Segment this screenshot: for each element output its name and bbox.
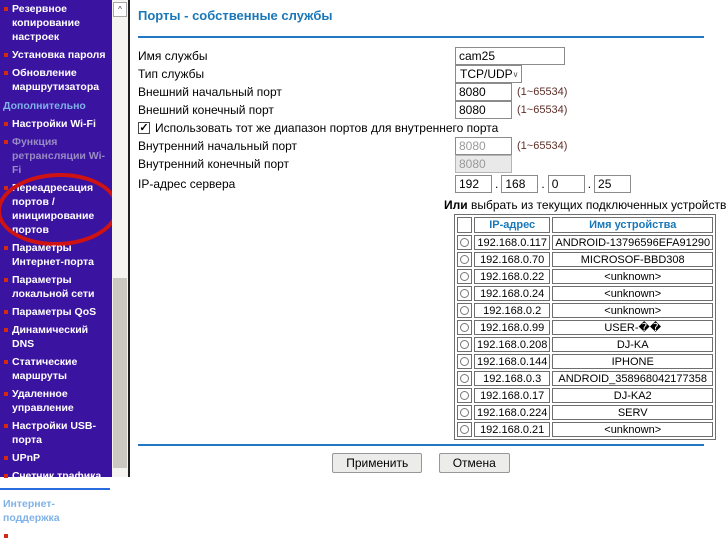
device-ip: 192.168.0.208 bbox=[474, 337, 550, 352]
ext-start-port-input[interactable] bbox=[455, 83, 512, 101]
ext-end-port-hint: (1~65534) bbox=[517, 104, 568, 116]
caption-rest: выбрать из текущих подключенных устройств bbox=[467, 198, 726, 212]
sidebar-item-upnp[interactable]: UPnP bbox=[0, 450, 112, 466]
int-end-port-input bbox=[455, 155, 512, 173]
device-row bbox=[457, 303, 713, 318]
ext-end-port-label: Внешний конечный порт bbox=[138, 103, 274, 117]
apply-button[interactable]: Применить bbox=[332, 453, 422, 473]
device-ip: 192.168.0.99 bbox=[474, 320, 550, 335]
device-table-caption bbox=[444, 198, 726, 212]
service-name-label: Имя службы bbox=[138, 49, 208, 63]
device-name: <unknown> bbox=[552, 286, 713, 301]
device-rows bbox=[457, 235, 713, 437]
cancel-button[interactable]: Отмена bbox=[439, 453, 510, 473]
server-ip-octet-3[interactable] bbox=[548, 175, 585, 193]
device-ip: 192.168.0.2 bbox=[474, 303, 550, 318]
ip-dot: . bbox=[587, 177, 592, 191]
sidebar-item-qos-settings[interactable]: Параметры QoS bbox=[0, 304, 112, 320]
bullet-icon bbox=[4, 122, 8, 126]
red-circle-annotation bbox=[0, 171, 120, 248]
device-row bbox=[457, 286, 713, 301]
bullet-icon bbox=[4, 456, 8, 460]
device-ip: 192.168.0.224 bbox=[474, 405, 550, 420]
bottom-divider bbox=[138, 444, 704, 446]
sidebar-item-internet-port[interactable]: Параметры Интернет-порта bbox=[0, 240, 112, 270]
device-ip: 192.168.0.24 bbox=[474, 286, 550, 301]
device-row bbox=[457, 405, 713, 420]
sidebar-item-backup-settings[interactable]: Резервное копирование настроек bbox=[0, 1, 112, 45]
int-start-port-input[interactable] bbox=[455, 137, 512, 155]
device-name: DJ-KA bbox=[552, 337, 713, 352]
device-row bbox=[457, 252, 713, 267]
ext-start-port-hint: (1~65534) bbox=[517, 86, 568, 98]
same-range-label: Использовать тот же диапазон портов для внутреннего порта bbox=[155, 121, 499, 135]
sidebar-item-static-routes[interactable]: Статические маршруты bbox=[0, 354, 112, 384]
device-select-radio[interactable] bbox=[460, 408, 469, 417]
sidebar-item-knowledge-base[interactable]: База знаний bbox=[0, 528, 112, 544]
device-select-radio[interactable] bbox=[460, 425, 469, 434]
radio-column-header bbox=[457, 217, 472, 233]
title-divider bbox=[138, 36, 704, 38]
sidebar-item-wifi-repeater[interactable]: Функция ретрансляции Wi-Fi bbox=[0, 134, 112, 178]
device-select-radio[interactable] bbox=[460, 272, 469, 281]
same-range-checkbox[interactable]: ✓ bbox=[139, 122, 149, 134]
device-ip: 192.168.0.144 bbox=[474, 354, 550, 369]
main-content bbox=[128, 0, 726, 477]
service-form bbox=[138, 47, 708, 195]
device-name: USER-�� bbox=[552, 320, 713, 335]
device-ip: 192.168.0.21 bbox=[474, 422, 550, 437]
scrollbar-thumb[interactable] bbox=[113, 278, 127, 468]
bullet-icon bbox=[4, 7, 8, 11]
device-name: <unknown> bbox=[552, 269, 713, 284]
sidebar-item-wifi-settings[interactable]: Настройки Wi-Fi bbox=[0, 116, 112, 132]
server-ip-octet-4[interactable] bbox=[594, 175, 631, 193]
service-type-label: Тип службы bbox=[138, 67, 205, 81]
device-select-radio[interactable] bbox=[460, 357, 469, 366]
ext-start-port-label: Внешний начальный порт bbox=[138, 85, 282, 99]
device-select-radio[interactable] bbox=[460, 255, 469, 264]
device-ip: 192.168.0.17 bbox=[474, 388, 550, 403]
sidebar-scrollbar[interactable] bbox=[112, 0, 128, 477]
sidebar-item-dynamic-dns[interactable]: Динамический DNS bbox=[0, 322, 112, 352]
int-end-port-label: Внутренний конечный порт bbox=[138, 157, 290, 171]
sidebar-item-advanced-header: Дополнительно bbox=[3, 100, 86, 112]
device-name: MICROSOF-BBD308 bbox=[552, 252, 713, 267]
device-select-radio[interactable] bbox=[460, 323, 469, 332]
bullet-icon bbox=[4, 392, 8, 396]
service-type-value: TCP/UDP bbox=[460, 67, 513, 81]
device-row bbox=[457, 235, 713, 250]
int-start-port-hint: (1~65534) bbox=[517, 140, 568, 152]
sidebar-item-usb-settings[interactable]: Настройки USB-порта bbox=[0, 418, 112, 448]
sidebar-item-internet-support-header: Интернет-поддержка bbox=[3, 498, 60, 524]
bullet-icon bbox=[4, 328, 8, 332]
ext-end-port-input[interactable] bbox=[455, 101, 512, 119]
bullet-icon bbox=[4, 71, 8, 75]
device-select-radio[interactable] bbox=[460, 340, 469, 349]
device-name: SERV bbox=[552, 405, 713, 420]
caption-bold: Или bbox=[444, 198, 468, 212]
bullet-icon bbox=[4, 140, 8, 144]
bullet-icon bbox=[4, 474, 8, 478]
device-ip: 192.168.0.117 bbox=[474, 235, 550, 250]
ip-dot: . bbox=[495, 177, 499, 191]
sidebar-item-remote-management[interactable]: Удаленное управление bbox=[0, 386, 112, 416]
device-row bbox=[457, 422, 713, 437]
bullet-icon bbox=[4, 360, 8, 364]
device-name: ANDROID_358968042177358 bbox=[552, 371, 713, 386]
table-header-row bbox=[457, 217, 713, 233]
device-row bbox=[457, 320, 713, 335]
service-name-input[interactable] bbox=[455, 47, 565, 65]
int-start-port-label: Внутренний начальный порт bbox=[138, 139, 298, 153]
chevron-down-icon: ∨ bbox=[512, 69, 519, 79]
sidebar-item-port-forwarding[interactable]: Переадресация портов / инициирование портов bbox=[0, 180, 112, 238]
button-bar bbox=[138, 453, 704, 473]
bullet-icon bbox=[4, 310, 8, 314]
service-type-select[interactable] bbox=[455, 65, 522, 83]
sidebar-item-divider-1 bbox=[0, 488, 110, 490]
device-row bbox=[457, 354, 713, 369]
sidebar-item-set-password[interactable]: Установка пароля bbox=[0, 47, 112, 63]
sidebar-item-router-update[interactable]: Обновление маршрутизатора bbox=[0, 65, 112, 95]
device-name: ANDROID-13796596EFA91290 bbox=[552, 235, 713, 250]
ip-dot: . bbox=[541, 177, 545, 191]
scroll-up-arrow-icon[interactable]: ^ bbox=[113, 2, 127, 17]
device-name: <unknown> bbox=[552, 422, 713, 437]
sidebar-nav bbox=[0, 0, 112, 542]
device-ip: 192.168.0.3 bbox=[474, 371, 550, 386]
bullet-icon bbox=[4, 424, 8, 428]
bullet-icon bbox=[4, 534, 8, 538]
device-select-radio[interactable] bbox=[460, 391, 469, 400]
server-ip-octet-1[interactable] bbox=[455, 175, 492, 193]
device-ip: 192.168.0.22 bbox=[474, 269, 550, 284]
device-name: <unknown> bbox=[552, 303, 713, 318]
sidebar-item-traffic-meter[interactable]: Счетчик трафика bbox=[0, 468, 112, 484]
device-row bbox=[457, 337, 713, 352]
device-name-column-header: Имя устройства bbox=[552, 217, 713, 233]
device-row bbox=[457, 269, 713, 284]
bullet-icon bbox=[4, 278, 8, 282]
bullet-icon bbox=[4, 246, 8, 250]
device-row bbox=[457, 371, 713, 386]
device-row bbox=[457, 388, 713, 403]
device-select-radio[interactable] bbox=[460, 306, 469, 315]
bullet-icon bbox=[4, 186, 8, 190]
bullet-icon bbox=[4, 53, 8, 57]
ip-column-header: IP-адрес bbox=[474, 217, 550, 233]
device-name: IPHONE bbox=[552, 354, 713, 369]
device-select-radio[interactable] bbox=[460, 289, 469, 298]
connected-devices-table bbox=[454, 214, 716, 440]
device-select-radio[interactable] bbox=[460, 374, 469, 383]
device-select-radio[interactable] bbox=[460, 238, 469, 247]
device-ip: 192.168.0.70 bbox=[474, 252, 550, 267]
page-title: Порты - собственные службы bbox=[138, 8, 333, 23]
device-name: DJ-KA2 bbox=[552, 388, 713, 403]
server-ip-label: IP-адрес сервера bbox=[138, 177, 236, 191]
sidebar-item-lan-settings[interactable]: Параметры локальной сети bbox=[0, 272, 112, 302]
server-ip-octet-2[interactable] bbox=[501, 175, 538, 193]
